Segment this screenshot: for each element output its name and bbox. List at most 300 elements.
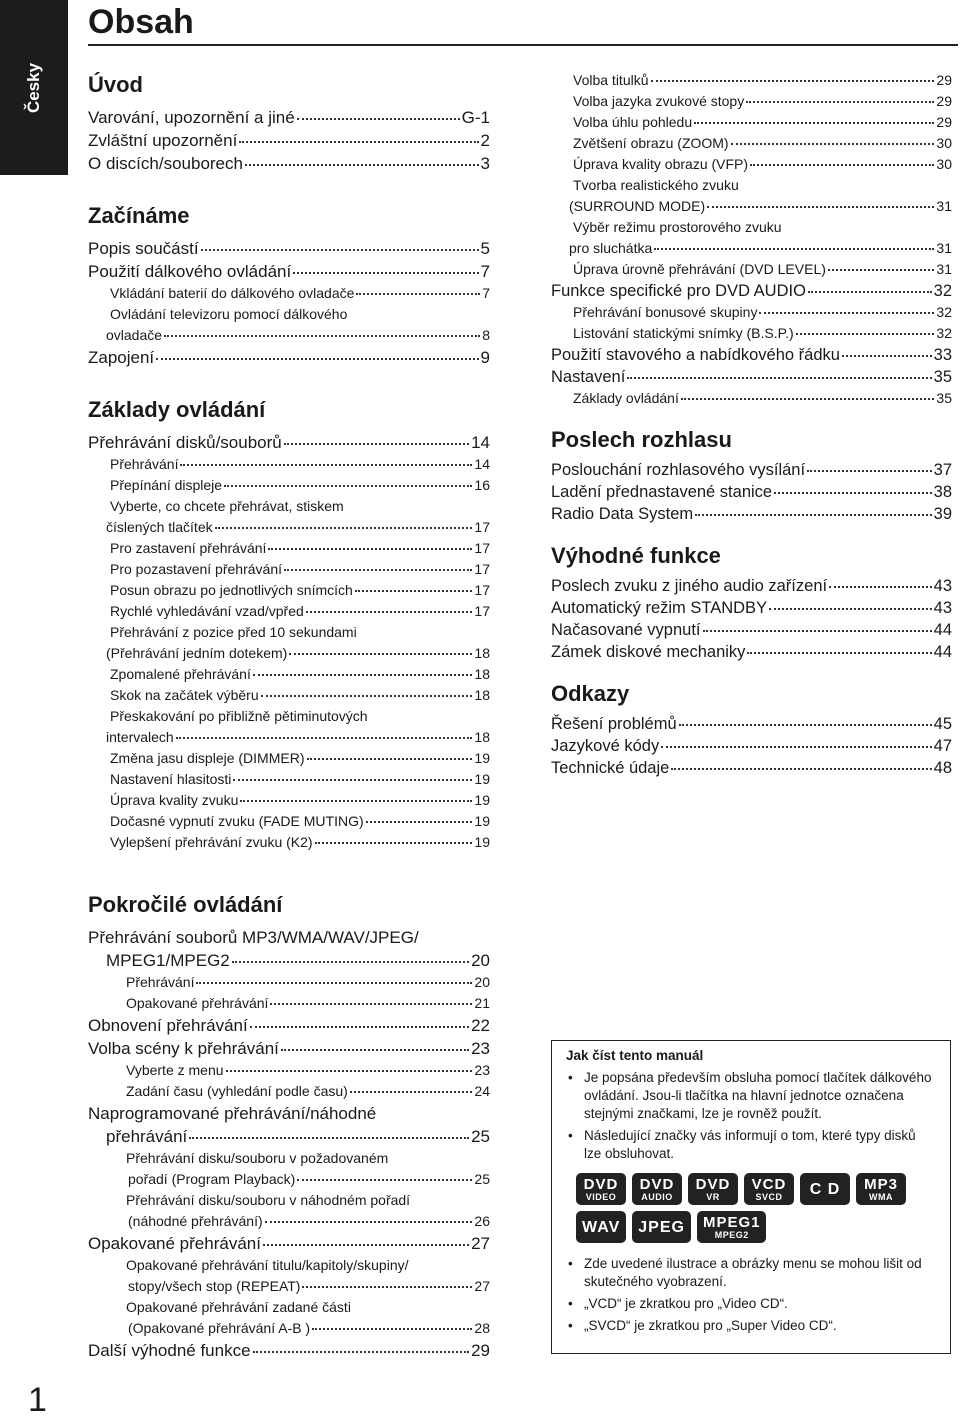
toc-entry-title: (Přehrávání jedním dotekem)	[106, 645, 288, 661]
disc-badges	[576, 1173, 926, 1243]
badge-label: WAV	[582, 1218, 621, 1236]
toc-entry[interactable]	[88, 346, 490, 369]
toc-entry[interactable]	[88, 664, 490, 685]
toc-entry-title: Vkládání baterií do dálkového ovladače	[110, 285, 355, 301]
toc-entry-title: Volba jazyka zvukové stopy	[573, 93, 745, 109]
toc-entry[interactable]	[88, 475, 490, 496]
toc-entry-page: 31	[936, 240, 952, 256]
toc-column-left	[88, 70, 490, 853]
toc-entry-page: 7	[482, 285, 490, 301]
badge-sublabel: VIDEO	[585, 1191, 617, 1202]
dot-leader	[307, 758, 473, 760]
toc-entry[interactable]	[88, 1318, 490, 1339]
toc-entry-page: G-1	[461, 108, 490, 127]
howto-box	[551, 1040, 951, 1354]
toc-entry-page: 14	[471, 433, 490, 452]
dot-leader	[315, 842, 473, 844]
howto-list-bottom	[566, 1255, 936, 1335]
toc-entry[interactable]	[88, 601, 490, 622]
toc-section	[551, 425, 952, 525]
toc-entry-page: 25	[471, 1127, 490, 1146]
toc-entry-page: 29	[936, 114, 952, 130]
toc-entry-page: 23	[474, 1062, 490, 1078]
toc-entry-page: 19	[474, 771, 490, 787]
toc-entry-page: 14	[474, 456, 490, 472]
toc-entry-title: MPEG1/MPEG2	[106, 951, 230, 970]
dot-leader	[750, 164, 934, 166]
toc-entry-title: (náhodné přehrávání)	[128, 1213, 263, 1229]
toc-column-left-lower	[88, 890, 490, 1362]
howto-bullet: • „SVCD“ je zkratkou pro „Super Video CD“.	[566, 1317, 936, 1335]
dot-leader	[297, 118, 460, 120]
dot-leader	[807, 470, 932, 472]
toc-entry[interactable]	[551, 757, 952, 779]
dot-leader	[176, 737, 473, 739]
toc-entry-title: Zapojení	[88, 348, 155, 367]
toc-entry[interactable]	[88, 1081, 490, 1102]
dot-leader	[302, 1286, 472, 1288]
toc-entry[interactable]	[551, 112, 952, 133]
toc-entry-page: 2	[480, 131, 490, 150]
toc-entry-title: Automatický režim STANDBY	[551, 599, 768, 617]
dot-leader	[681, 398, 935, 400]
toc-entry-title: Vylepšení přehrávání zvuku (K2)	[110, 834, 313, 850]
dot-leader	[201, 249, 479, 251]
toc-entry-page: 39	[933, 505, 952, 523]
dot-leader	[731, 143, 935, 145]
toc-entry-page: 3	[480, 154, 490, 173]
toc-entry[interactable]	[551, 735, 952, 757]
howto-bullet: • „VCD“ je zkratkou pro „Video CD“.	[566, 1295, 936, 1313]
page-title: Obsah	[88, 3, 194, 41]
toc-entry-title: Opakované přehrávání	[126, 995, 269, 1011]
badge-label: DVD	[639, 1175, 675, 1193]
howto-bullet: • Je popsána především obsluha pomocí tlačítek dálkového ovládání. Jsou-li tlačítka na hlavní jednotce označena stejnými značkami, lze je rovněž použít.	[566, 1069, 936, 1123]
toc-entry[interactable]	[88, 237, 490, 260]
section-heading: Výhodné funkce	[551, 543, 721, 568]
toc-entry-title: Obnovení přehrávání	[88, 1016, 248, 1035]
toc-entry-page: 16	[474, 477, 490, 493]
toc-entry-page: 31	[936, 261, 952, 277]
toc-entry[interactable]	[88, 106, 490, 129]
dot-leader	[240, 800, 472, 802]
toc-entry-page: 19	[474, 813, 490, 829]
howto-bullet: • Zde uvedené ilustrace a obrázky menu se mohou lišit od skutečného vyobrazení.	[566, 1255, 936, 1291]
toc-entry-page: 33	[933, 346, 952, 364]
toc-entry-page: 24	[474, 1083, 490, 1099]
toc-entry-title: Listování statickými snímky (B.S.P.)	[573, 325, 794, 341]
dot-leader	[703, 630, 932, 632]
title-rule	[88, 44, 958, 46]
dot-leader	[293, 272, 478, 274]
toc-entry-title: Popis součástí	[88, 239, 199, 258]
toc-entry-title: Úprava kvality obrazu (VFP)	[573, 156, 749, 172]
toc-entry-title: Posun obrazu po jednotlivých snímcích	[110, 582, 353, 598]
toc-entry-page: 32	[936, 304, 952, 320]
toc-entry-page: 17	[474, 540, 490, 556]
toc-entry-title: Načasované vypnutí	[551, 621, 701, 639]
toc-entry-title: Varování, upozornění a jiné	[88, 108, 295, 127]
toc-section	[551, 679, 952, 779]
dot-leader	[707, 206, 934, 208]
dot-leader	[312, 1328, 472, 1330]
dot-leader	[263, 1244, 469, 1246]
toc-entry[interactable]	[88, 260, 490, 283]
toc-entry-page: 43	[933, 577, 952, 595]
toc-entry-title: (Opakované přehrávání A-B )	[128, 1320, 311, 1336]
badge-sublabel: VR	[706, 1191, 720, 1202]
dot-leader	[356, 293, 480, 295]
section-heading: Úvod	[88, 72, 143, 97]
language-tab-label: Česky	[24, 62, 43, 114]
toc-entry-title: Přehrávání bonusové skupiny	[573, 304, 758, 320]
dot-leader	[651, 80, 935, 82]
toc-entry[interactable]	[551, 154, 952, 175]
toc-entry-page: 20	[474, 974, 490, 990]
dot-leader	[253, 1351, 470, 1353]
toc-entry-page: 35	[936, 390, 952, 406]
dot-leader	[759, 312, 934, 314]
toc-entry[interactable]	[551, 641, 952, 663]
toc-entry[interactable]	[88, 1125, 490, 1148]
toc-column-right	[551, 70, 952, 779]
toc-entry-title: Zámek diskové mechaniky	[551, 643, 746, 661]
badge-label: DVD	[695, 1175, 731, 1193]
toc-entry-title: Poslouchání rozhlasového vysílání	[551, 461, 806, 479]
toc-entry-title: ovladače	[106, 327, 163, 343]
toc-entry-page: 21	[474, 995, 490, 1011]
toc-entry-page: 9	[480, 348, 490, 367]
toc-entry-lead: Výběr režimu prostorového zvuku	[573, 219, 782, 235]
dot-leader	[261, 695, 473, 697]
dot-leader	[284, 569, 472, 571]
toc-entry[interactable]	[88, 1211, 490, 1232]
toc-entry[interactable]	[551, 597, 952, 619]
toc-entry-title: Přepínání displeje	[110, 477, 223, 493]
toc-entry[interactable]	[551, 238, 952, 259]
toc-entry-page: 38	[933, 483, 952, 501]
dot-leader	[196, 982, 472, 984]
toc-entry[interactable]	[551, 323, 952, 344]
toc-entry-title: O discích/souborech	[88, 154, 243, 173]
dot-leader	[233, 779, 472, 781]
toc-entry-title: Pro zastavení přehrávání	[110, 540, 267, 556]
toc-entry-title: Použití dálkového ovládání	[88, 262, 292, 281]
toc-entry-lead: Ovládání televizoru pomocí dálkového	[110, 306, 348, 322]
toc-entry[interactable]	[88, 431, 490, 454]
dot-leader	[654, 248, 934, 250]
disc-type-badge	[744, 1173, 794, 1205]
toc-entry-page: 17	[474, 561, 490, 577]
toc-entry-lead: Přeskakování po přibližně pětiminutových	[110, 708, 368, 724]
toc-entry-title: Volba titulků	[573, 72, 649, 88]
badge-sublabel: AUDIO	[641, 1191, 673, 1202]
toc-entry-title: stopy/všech stop (REPEAT)	[128, 1278, 301, 1294]
toc-entry-page: 19	[474, 750, 490, 766]
toc-entry[interactable]	[88, 769, 490, 790]
section-heading: Odkazy	[551, 681, 630, 706]
dot-leader	[289, 653, 472, 655]
toc-entry-title: Nastavení	[551, 368, 626, 386]
howto-bullet: • Následující značky vás informují o tom, které typy disků lze obsluhovat.	[566, 1127, 936, 1163]
toc-entry[interactable]	[88, 748, 490, 769]
toc-entry-page: 35	[933, 368, 952, 386]
dot-leader	[808, 291, 932, 293]
toc-entry-title: Zvětšení obrazu (ZOOM)	[573, 135, 729, 151]
toc-entry[interactable]	[88, 152, 490, 175]
dot-leader	[284, 443, 469, 445]
toc-entry-page: 20	[471, 951, 490, 970]
dot-leader	[239, 141, 478, 143]
section-heading: Poslech rozhlasu	[551, 427, 732, 452]
toc-entry[interactable]	[551, 133, 952, 154]
dot-leader	[281, 1049, 469, 1051]
dot-leader	[747, 652, 931, 654]
dot-leader	[694, 122, 934, 124]
toc-entry-page: 17	[474, 603, 490, 619]
toc-entry-title: Dočasné vypnutí zvuku (FADE MUTING)	[110, 813, 364, 829]
toc-entry[interactable]	[88, 1169, 490, 1190]
badge-label: DVD	[583, 1175, 619, 1193]
toc-entry[interactable]	[551, 91, 952, 112]
toc-entry[interactable]	[88, 727, 490, 748]
toc-entry-page: 32	[936, 325, 952, 341]
toc-entry-title: přehrávání	[106, 1127, 188, 1146]
dot-leader	[774, 492, 932, 494]
toc-entry[interactable]	[551, 503, 952, 525]
toc-entry[interactable]	[88, 790, 490, 811]
dot-leader	[829, 586, 932, 588]
toc-entry-title: Opakované přehrávání	[88, 1234, 261, 1253]
toc-entry-title: Radio Data System	[551, 505, 694, 523]
toc-entry[interactable]	[88, 454, 490, 475]
toc-section	[88, 201, 490, 369]
toc-entry[interactable]	[551, 196, 952, 217]
toc-entry-page: 44	[933, 621, 952, 639]
dot-leader	[828, 269, 935, 271]
toc-entry[interactable]	[551, 302, 952, 323]
dot-leader	[769, 608, 932, 610]
dot-leader	[226, 1070, 473, 1072]
toc-entry[interactable]	[88, 283, 490, 304]
dot-leader	[268, 548, 472, 550]
toc-entry-page: 19	[474, 834, 490, 850]
toc-entry-title: Volba scény k přehrávání	[88, 1039, 279, 1058]
toc-entry[interactable]	[551, 344, 952, 366]
toc-entry-lead: Opakované přehrávání zadané části	[126, 1299, 351, 1315]
dot-leader	[695, 514, 931, 516]
toc-entry[interactable]	[551, 366, 952, 388]
toc-entry[interactable]	[88, 580, 490, 601]
toc-entry-title: Další výhodné funkce	[88, 1341, 251, 1360]
toc-section	[551, 541, 952, 663]
toc-entry-title: Použití stavového a nabídkového řádku	[551, 346, 840, 364]
toc-entry-page: 29	[471, 1341, 490, 1360]
toc-entry[interactable]	[88, 1037, 490, 1060]
toc-entry-page: 18	[474, 645, 490, 661]
toc-entry[interactable]	[88, 129, 490, 152]
page-number: 1	[28, 1381, 47, 1419]
toc-entry-page: 45	[933, 715, 952, 733]
toc-entry-page: 22	[471, 1016, 490, 1035]
dot-leader	[224, 485, 472, 487]
disc-type-badge	[688, 1173, 738, 1205]
toc-entry-title: Přehrávání	[110, 456, 179, 472]
dot-leader	[215, 527, 473, 529]
toc-entry-page: 31	[936, 198, 952, 214]
badge-label: VCD	[751, 1175, 787, 1193]
dot-leader	[355, 590, 473, 592]
toc-entry[interactable]	[88, 832, 490, 853]
toc-entry-title: Nastavení hlasitosti	[110, 771, 232, 787]
dot-leader	[189, 1137, 469, 1139]
toc-entry-page: 19	[474, 792, 490, 808]
toc-entry[interactable]	[551, 388, 952, 409]
toc-entry[interactable]	[88, 811, 490, 832]
toc-entry-lead: Tvorba realistického zvuku	[573, 177, 739, 193]
dot-leader	[232, 961, 469, 963]
toc-entry-lead: Přehrávání disku/souboru v požadovaném	[126, 1150, 389, 1166]
language-tab	[0, 0, 68, 175]
toc-entry-page: 29	[936, 72, 952, 88]
toc-entry-page: 25	[474, 1171, 490, 1187]
toc-entry-page: 44	[933, 643, 952, 661]
toc-entry-title: Technické údaje	[551, 759, 670, 777]
toc-entry[interactable]	[88, 517, 490, 538]
toc-entry-title: Zpomalené přehrávání	[110, 666, 251, 682]
toc-entry-title: Přehrávání disků/souborů	[88, 433, 282, 452]
toc-entry[interactable]	[88, 993, 490, 1014]
badge-label: MP3	[864, 1175, 898, 1193]
dot-leader	[297, 1179, 472, 1181]
dot-leader	[661, 746, 931, 748]
dot-leader	[250, 1026, 469, 1028]
toc-entry-lead: Vyberte, co chcete přehrávat, stiskem	[110, 498, 344, 514]
dot-leader	[671, 768, 931, 770]
toc-entry[interactable]	[551, 619, 952, 641]
toc-entry-page: 7	[480, 262, 490, 281]
toc-entry-page: 23	[471, 1039, 490, 1058]
badge-label: C D	[809, 1180, 841, 1198]
toc-entry-title: Přehrávání	[126, 974, 195, 990]
disc-type-badge	[800, 1173, 850, 1205]
toc-entry[interactable]	[551, 459, 952, 481]
toc-entry-title: Úprava úrovně přehrávání (DVD LEVEL)	[573, 261, 826, 277]
toc-entry-title: Ladění přednastavené stanice	[551, 483, 773, 501]
disc-type-badge	[697, 1211, 767, 1243]
toc-entry-title: Zadání času (vyhledání podle času)	[126, 1083, 348, 1099]
toc-entry[interactable]	[88, 1014, 490, 1037]
badge-sublabel: SVCD	[755, 1191, 783, 1202]
disc-type-badge	[632, 1211, 691, 1243]
toc-section	[88, 395, 490, 853]
toc-entry-title: Poslech zvuku z jiného audio zařízení	[551, 577, 828, 595]
disc-type-badge	[632, 1173, 682, 1205]
badge-sublabel: MPEG2	[714, 1229, 749, 1240]
toc-entry[interactable]	[88, 685, 490, 706]
badge-label: JPEG	[638, 1218, 685, 1236]
toc-entry-lead: Naprogramované přehrávání/náhodné	[88, 1104, 377, 1123]
dot-leader	[842, 355, 932, 357]
dot-leader	[180, 464, 472, 466]
toc-entry[interactable]	[551, 280, 952, 302]
toc-entry-page: 5	[480, 239, 490, 258]
toc-entry-title: Pro pozastavení přehrávání	[110, 561, 282, 577]
toc-entry-page: 43	[933, 599, 952, 617]
dot-leader	[366, 821, 473, 823]
toc-entry-title: číslených tlačítek	[106, 519, 213, 535]
section-heading: Začínáme	[88, 203, 190, 228]
section-heading: Základy ovládání	[88, 397, 266, 422]
toc-entry-title: Zvláštní upozornění	[88, 131, 238, 150]
dot-leader	[746, 101, 934, 103]
toc-entry-page: 47	[933, 737, 952, 755]
toc-entry[interactable]	[88, 325, 490, 346]
toc-entry[interactable]	[551, 575, 952, 597]
toc-entry[interactable]	[551, 70, 952, 91]
toc-entry-lead: Přehrávání z pozice před 10 sekundami	[110, 624, 357, 640]
toc-entry-title: Vyberte z menu	[126, 1062, 224, 1078]
toc-entry-title: Jazykové kódy	[551, 737, 660, 755]
toc-entry[interactable]	[551, 259, 952, 280]
toc-entry-page: 27	[474, 1278, 490, 1294]
toc-entry-page: 29	[936, 93, 952, 109]
toc-entry[interactable]	[88, 949, 490, 972]
toc-entry-page: 18	[474, 729, 490, 745]
toc-entry[interactable]	[88, 643, 490, 664]
toc-entry-title: Funkce specifické pro DVD AUDIO	[551, 282, 806, 300]
dot-leader	[265, 1221, 473, 1223]
howto-list-top	[566, 1069, 936, 1163]
toc-section	[551, 70, 952, 409]
toc-entry[interactable]	[88, 972, 490, 993]
dot-leader	[679, 724, 932, 726]
toc-entry[interactable]	[88, 1276, 490, 1297]
dot-leader	[156, 358, 478, 360]
toc-entry-title: Rychlé vyhledávání vzad/vpřed	[110, 603, 304, 619]
dot-leader	[306, 611, 473, 613]
toc-entry-page: 26	[474, 1213, 490, 1229]
toc-entry-page: 28	[474, 1320, 490, 1336]
toc-entry-title: Úprava kvality zvuku	[110, 792, 239, 808]
toc-entry-page: 17	[474, 582, 490, 598]
dot-leader	[350, 1091, 473, 1093]
toc-entry[interactable]	[88, 538, 490, 559]
toc-entry-page: 27	[471, 1234, 490, 1253]
section-heading: Pokročilé ovládání	[88, 892, 283, 917]
disc-type-badge	[576, 1173, 626, 1205]
toc-entry[interactable]	[88, 559, 490, 580]
toc-entry[interactable]	[551, 481, 952, 503]
toc-entry[interactable]	[551, 713, 952, 735]
toc-entry[interactable]	[88, 1339, 490, 1362]
toc-entry-title: pro sluchátka	[569, 240, 653, 256]
disc-type-badge	[856, 1173, 906, 1205]
toc-entry-page: 30	[936, 135, 952, 151]
toc-entry[interactable]	[88, 1232, 490, 1255]
toc-entry-page: 8	[482, 327, 490, 343]
badge-sublabel: WMA	[869, 1191, 893, 1202]
toc-entry-title: Volba úhlu pohledu	[573, 114, 693, 130]
dot-leader	[245, 164, 479, 166]
toc-entry-title: intervalech	[106, 729, 174, 745]
toc-section	[88, 890, 490, 1362]
toc-entry-title: pořadí (Program Playback)	[128, 1171, 296, 1187]
toc-entry[interactable]	[88, 1060, 490, 1081]
dot-leader	[796, 333, 935, 335]
toc-entry-title: Řešení problémů	[551, 715, 677, 733]
toc-entry-title: Základy ovládání	[573, 390, 679, 406]
